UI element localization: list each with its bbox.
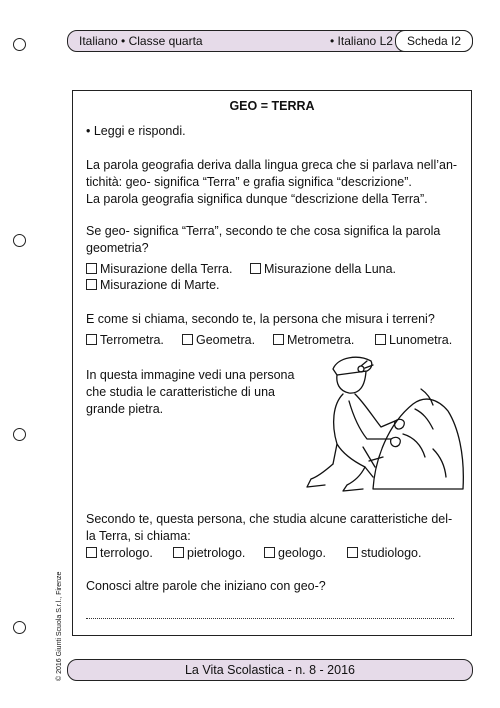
header-band: [67, 30, 473, 52]
checkbox[interactable]: [86, 547, 97, 558]
header-subject: Italiano • Classe quarta: [79, 34, 203, 48]
intro-line: La parola geografia significa dunque “descrizione della Terra”.: [86, 192, 428, 206]
checkbox[interactable]: [250, 263, 261, 274]
option-1c[interactable]: Misurazione di Marte.: [86, 278, 220, 292]
checkbox[interactable]: [182, 334, 193, 345]
question-2: E come si chiama, secondo te, la persona che misura i terreni?: [86, 312, 435, 326]
checkbox[interactable]: [273, 334, 284, 345]
option-2d[interactable]: Lunometra.: [375, 333, 452, 347]
option-1a[interactable]: Misurazione della Terra.: [86, 262, 232, 276]
image-caption: grande pietra.: [86, 402, 164, 416]
checkbox[interactable]: [264, 547, 275, 558]
option-2c[interactable]: Metrometra.: [273, 333, 354, 347]
option-1b[interactable]: Misurazione della Luna.: [250, 262, 396, 276]
option-3c[interactable]: geologo.: [264, 546, 326, 560]
geologist-illustration: [303, 349, 468, 499]
checkbox[interactable]: [86, 263, 97, 274]
question-4: Conosci altre parole che iniziano con geo-?: [86, 579, 326, 593]
image-caption: In questa immagine vedi una persona: [86, 368, 295, 382]
binder-hole: [13, 234, 26, 247]
worksheet-title: GEO = TERRA: [229, 99, 315, 113]
option-2b[interactable]: Geometra.: [182, 333, 255, 347]
instruction: • Leggi e rispondi.: [86, 124, 186, 138]
checkbox[interactable]: [347, 547, 358, 558]
copyright-note: © 2016 Giunti Scuola S.r.l., Firenze: [56, 571, 63, 681]
question-1: Se geo- significa “Terra”, secondo te che cosa significa la parola: [86, 224, 441, 238]
worksheet-frame: [72, 90, 472, 636]
binder-hole: [13, 428, 26, 441]
footer-band: La Vita Scolastica - n. 8 - 2016: [67, 659, 473, 681]
binder-hole: [13, 38, 26, 51]
image-caption: che studia le caratteristiche di una: [86, 385, 275, 399]
option-3b[interactable]: pietrologo.: [173, 546, 245, 560]
intro-line: La parola geografia deriva dalla lingua greca che si parlava nell’an-: [86, 158, 458, 172]
checkbox[interactable]: [173, 547, 184, 558]
header-sheet-number: Scheda I2: [395, 30, 473, 52]
intro-line: tichità: geo- significa “Terra” e grafia significa “descrizione”.: [86, 175, 412, 189]
answer-line[interactable]: [86, 618, 454, 619]
checkbox[interactable]: [375, 334, 386, 345]
header-course: • Italiano L2: [330, 34, 393, 48]
question-3: Secondo te, questa persona, che studia alcune caratteristiche del-: [86, 512, 453, 526]
option-3a[interactable]: terrologo.: [86, 546, 153, 560]
checkbox[interactable]: [86, 334, 97, 345]
option-2a[interactable]: Terrometra.: [86, 333, 164, 347]
binder-hole: [13, 621, 26, 634]
question-1: geometria?: [86, 241, 149, 255]
checkbox[interactable]: [86, 279, 97, 290]
option-3d[interactable]: studiologo.: [347, 546, 421, 560]
question-3: la Terra, si chiama:: [86, 529, 191, 543]
